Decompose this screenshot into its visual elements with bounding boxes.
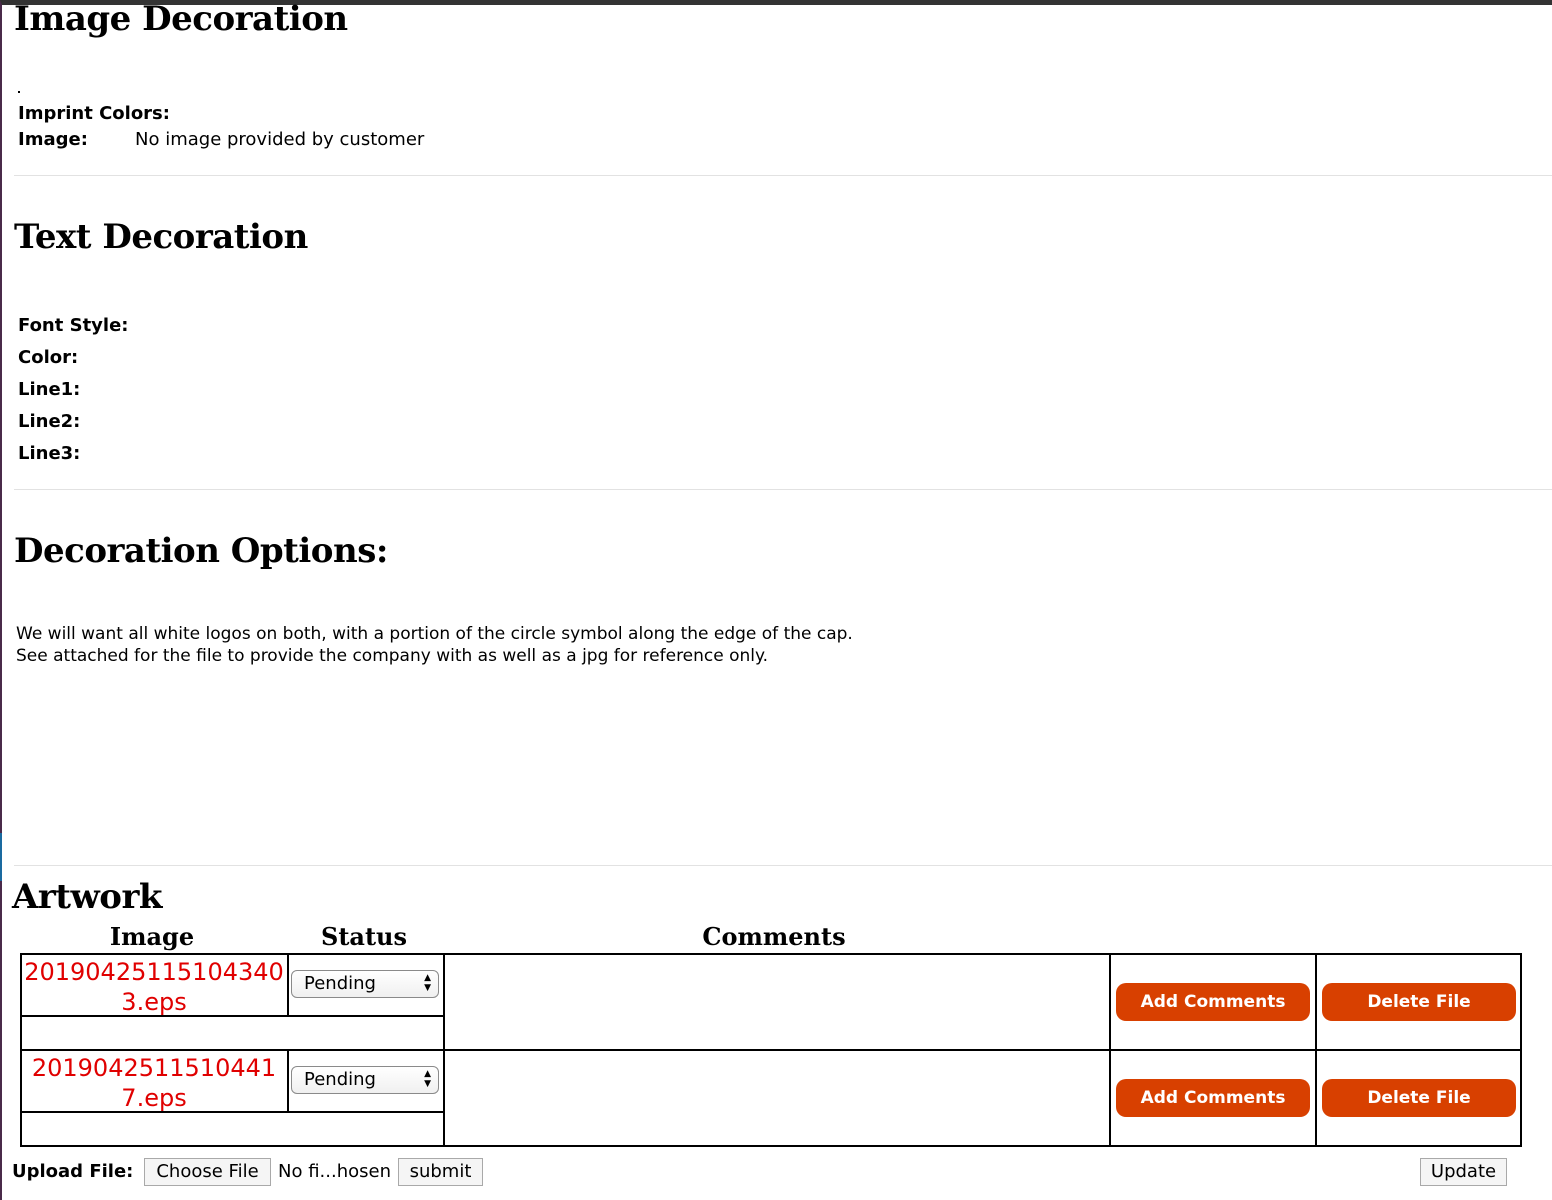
line2-label: Line2: bbox=[18, 411, 81, 432]
table-divider bbox=[287, 955, 289, 1017]
no-file-chosen-text: No fi...hosen bbox=[278, 1161, 391, 1182]
text-decoration-heading: Text Decoration bbox=[14, 217, 308, 257]
decoration-options-line2: See attached for the file to provide the company with as well as a jpg for reference only. bbox=[16, 646, 769, 666]
artwork-file-link[interactable] bbox=[22, 957, 286, 1017]
add-comments-button[interactable]: Add Comments bbox=[1116, 983, 1310, 1021]
side-accent-bar bbox=[0, 833, 2, 881]
artwork-file-link[interactable] bbox=[22, 1053, 286, 1113]
decoration-options-line1: We will want all white logos on both, with a portion of the circle symbol along the edge of the cap. bbox=[16, 624, 853, 644]
table-divider bbox=[22, 1049, 1520, 1051]
section-divider bbox=[14, 865, 1552, 866]
upload-file-label: Upload File: bbox=[12, 1161, 134, 1182]
file-name-part1: 20190425115104340 bbox=[24, 958, 284, 986]
status-select-value: Pending bbox=[304, 1069, 376, 1090]
decoration-options-text bbox=[16, 623, 853, 667]
updown-arrows-icon: ▲ ▼ bbox=[424, 973, 431, 993]
submit-button[interactable]: submit bbox=[398, 1158, 483, 1186]
artwork-table bbox=[20, 953, 1522, 1147]
bullet-dot bbox=[18, 91, 20, 93]
section-divider bbox=[14, 175, 1552, 176]
font-style-label: Font Style: bbox=[18, 315, 129, 336]
update-button[interactable]: Update bbox=[1420, 1158, 1507, 1186]
column-header-status: Status bbox=[320, 922, 407, 951]
file-name-part2: 7.eps bbox=[121, 1084, 187, 1112]
section-divider bbox=[14, 489, 1552, 490]
file-name-part2: 3.eps bbox=[121, 988, 187, 1016]
artwork-heading: Artwork bbox=[12, 877, 162, 917]
add-comments-button[interactable]: Add Comments bbox=[1116, 1079, 1310, 1117]
line1-label: Line1: bbox=[18, 379, 81, 400]
choose-file-button[interactable]: Choose File bbox=[144, 1158, 271, 1186]
table-divider bbox=[287, 1051, 289, 1113]
imprint-colors-label: Imprint Colors: bbox=[18, 103, 170, 124]
status-select-value: Pending bbox=[304, 973, 376, 994]
column-header-comments: Comments bbox=[702, 922, 846, 951]
status-select[interactable] bbox=[291, 1066, 439, 1094]
updown-arrows-icon: ▲ ▼ bbox=[424, 1069, 431, 1089]
image-label: Image: bbox=[18, 129, 88, 150]
image-decoration-heading: Image Decoration bbox=[14, 0, 348, 39]
delete-file-button[interactable]: Delete File bbox=[1322, 983, 1516, 1021]
file-name-part1: 2019042511510441 bbox=[31, 1054, 277, 1082]
column-header-image: Image bbox=[109, 922, 195, 951]
color-label: Color: bbox=[18, 347, 79, 368]
status-select[interactable] bbox=[291, 970, 439, 998]
line3-label: Line3: bbox=[18, 443, 81, 464]
image-value: No image provided by customer bbox=[135, 129, 425, 150]
delete-file-button[interactable]: Delete File bbox=[1322, 1079, 1516, 1117]
decoration-options-heading: Decoration Options: bbox=[14, 531, 388, 571]
